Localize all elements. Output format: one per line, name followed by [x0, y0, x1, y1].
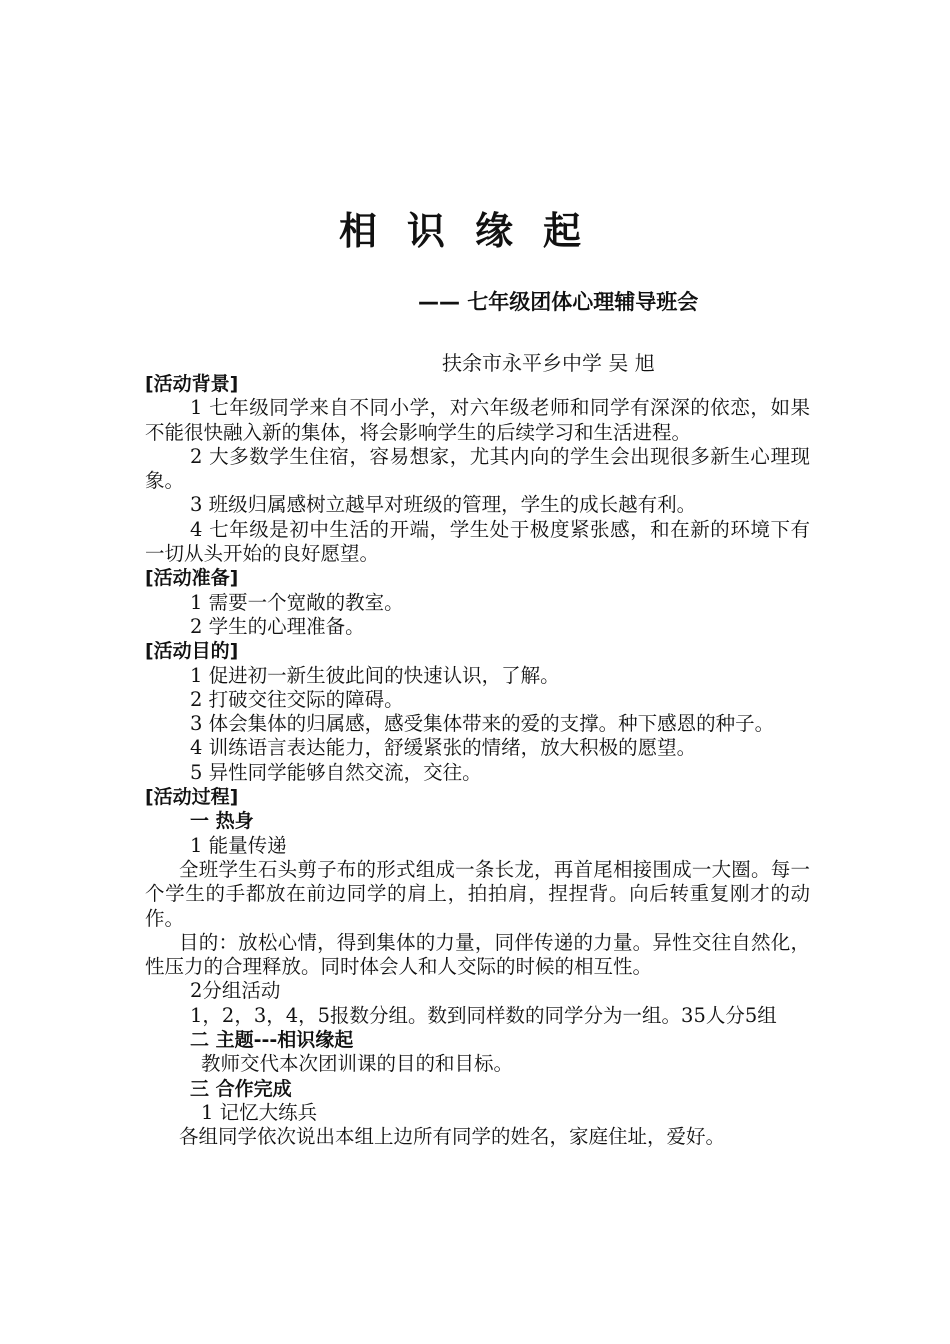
section-heading-purpose: [活动目的] — [145, 640, 239, 663]
process-part3-item1-title: 1 记忆大练兵 — [201, 1100, 318, 1124]
document-title: 相识缘起 — [338, 209, 611, 253]
section-heading-background: [活动背景] — [145, 373, 239, 395]
purpose-item: 3 体会集体的归属感，感受集体带来的爱的支撑。种下感恩的种子。 — [190, 712, 775, 736]
background-item: 2 大多数学生住宿，容易想家，尤其内向的学生会出现很多新生心理现象。 — [145, 444, 810, 493]
section-heading-preparation: [活动准备] — [145, 567, 239, 590]
document-subtitle: —— 七年级团体心理辅导班会 — [418, 290, 699, 314]
process-part1-item1-title: 1 能量传递 — [190, 833, 287, 857]
background-item: 4 七年级是初中生活的开端，学生处于极度紧张感，和在新的环境下有一切从头开始的良好愿望。 — [145, 517, 810, 566]
process-part1-item1-text: 全班学生石头剪子布的形式组成一条长龙，再首尾相接围成一大圈。每一个学生的手都放在前边同学的肩上，拍拍肩，捏捏背。向后转重复刚才的动作。 — [145, 857, 810, 930]
process-part1-item1-purpose: 目的：放松心情，得到集体的力量，同伴传递的力量。异性交往自然化，性压力的合理释放。同时体会人和人交际的时候的相互性。 — [145, 930, 810, 979]
purpose-item: 5 异性同学能够自然交流，交往。 — [190, 760, 482, 784]
process-part3-heading: 三 合作完成 — [190, 1077, 292, 1100]
process-part2-text: 教师交代本次团训课的目的和目标。 — [201, 1052, 514, 1076]
process-part2-heading: 二 主题---相识缘起 — [190, 1029, 354, 1052]
document-body — [145, 372, 810, 1150]
preparation-item: 2 学生的心理准备。 — [190, 614, 365, 638]
purpose-item: 4 训练语言表达能力，舒缓紧张的情绪，放大积极的愿望。 — [190, 736, 697, 760]
process-part1-item2-text: 1，2，3，4，5报数分组。数到同样数的同学分为一组。35人分5组 — [190, 1003, 777, 1027]
preparation-item: 1 需要一个宽敞的教室。 — [190, 590, 404, 614]
background-item: 1 七年级同学来自不同小学，对六年级老师和同学有深深的依恋，如果不能很快融入新的集体，将会影响学生的后续学习和生活进程。 — [145, 396, 810, 444]
purpose-item: 2 打破交往交际的障碍。 — [190, 687, 404, 711]
process-part1-heading: 一 热身 — [190, 810, 254, 833]
section-heading-process: [活动过程] — [145, 786, 239, 809]
purpose-item: 1 促进初一新生彼此间的快速认识，了解。 — [190, 663, 560, 687]
background-item: 3 班级归属感树立越早对班级的管理，学生的成长越有利。 — [190, 493, 697, 517]
document-author: 扶余市永平乡中学 吴 旭 — [442, 351, 655, 375]
process-part1-item2-title: 2分组活动 — [190, 979, 281, 1003]
process-part3-item1-text: 各组同学依次说出本组上边所有同学的姓名，家庭住址，爱好。 — [179, 1125, 726, 1149]
